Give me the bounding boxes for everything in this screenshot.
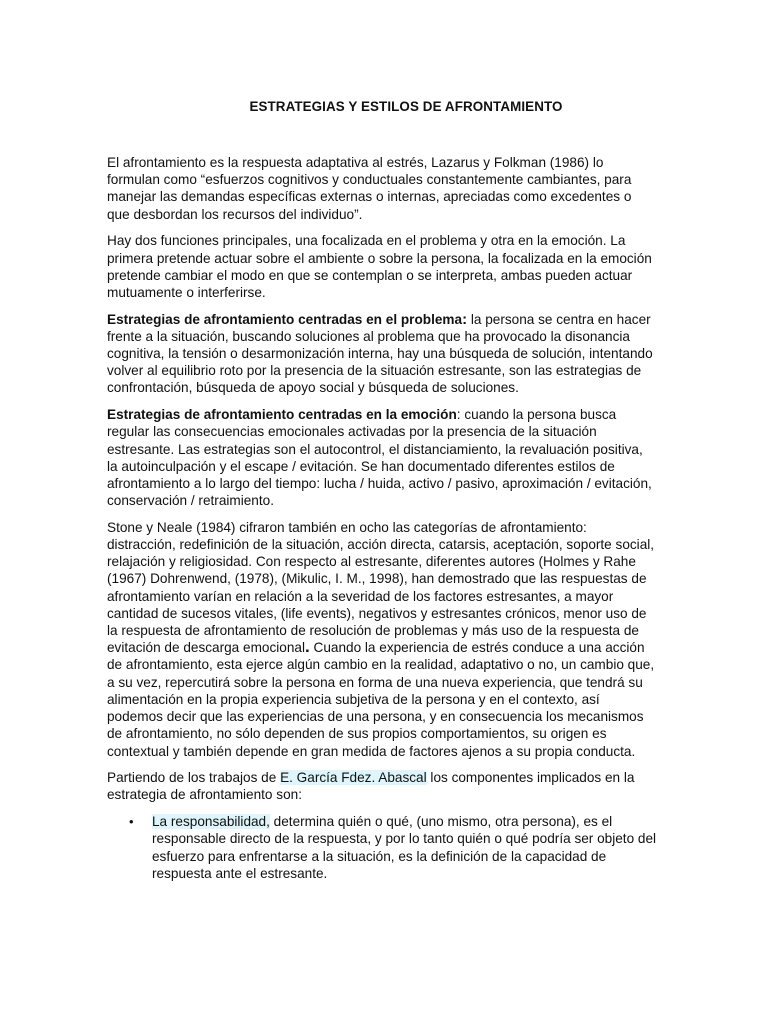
components-text-b: los componentes implicados en la estrategia de afrontamiento son: (107, 770, 635, 803)
stone-neale-text-a: Stone y Neale (1984) cifraron también en ocho las categorías de afrontamiento: distracción, redefinición de la situación, acción directa, catarsis, aceptación, soporte social, relajación y religiosidad. Con respecto al estresante, diferentes autores (Holmes y Rahe (1967) Dohrenwend, (1978), (Mikulic, I. M., 1998), han demostrado que las respuestas de afrontamiento varían en relación a la severidad de los factores estresantes, a mayor cantidad de sucesos vitales, (life events), negativos y estresantes crónicos, menor uso de la respuesta de afrontamiento de resolución de problemas y más uso de la respuesta de evitación de descarga emocional (107, 519, 655, 656)
responsabilidad-link[interactable]: La responsabilidad, (152, 814, 270, 830)
document-title: ESTRATEGIAS Y ESTILOS DE AFRONTAMIENTO (249, 99, 563, 114)
heading-emotion-strategies: Estrategias de afrontamiento centradas en la emoción (107, 407, 457, 423)
paragraph-problem-strategies (107, 311, 657, 397)
components-list (107, 813, 657, 882)
stone-neale-text-b: Cuando la experiencia de estrés conduce a una acción de afrontamiento, esta ejerce algún cambio en la realidad, adaptativo o no, un cambio que, a su vez, repercutirá sobre la persona en forma de una nueva experiencia, que tendrá su alimentación en la propia experiencia subjetiva de la persona y en el contexto, así podemos decir que las experiencias de una persona, y en consecuencia los mecanismos de afrontamiento, no sólo dependen de sus propios comportamientos, su origen es contextual y también depende en gran medida de factores ajenos a su propia conducta. (107, 640, 655, 759)
problem-strategies-text: la persona se centra en hacer frente a la situación, buscando soluciones al problema que ha provocado la disonancia cognitiva, la tensión o desarmonización interna, hay una búsqueda de solución, intentando volver al equilibrio roto por la presencia de la situación estresante, son las estrategias de confrontación, búsqueda de apoyo social y búsqueda de soluciones. (107, 311, 653, 396)
components-text-a: Partiendo de los trabajos de (107, 770, 281, 786)
paragraph-components (107, 769, 657, 803)
paragraph-intro: El afrontamiento es la respuesta adaptativa al estrés, Lazarus y Folkman (1986) lo formulan como “esfuerzos cognitivos y conductuales constantemente cambiantes, para manejar las demandas específicas externas o internas, apreciadas como excedentes o que desbordan los recursos del individuo”. (107, 155, 632, 222)
heading-problem-strategies: Estrategias de afrontamiento centradas en el problema (107, 311, 463, 327)
paragraph-functions: Hay dos funciones principales, una focalizada en el problema y otra en la emoción. La primera pretende actuar sobre el ambiente o sobre la persona, la focalizada en la emoción pretende cambiar el modo en que se contemplan o se interpreta, ambas pueden actuar mutuamente o interferirse. (107, 233, 652, 300)
document-body (107, 154, 657, 882)
bold-period: . (305, 637, 310, 657)
author-link[interactable]: E. García Fdez. Abascal (280, 770, 427, 786)
bullet-icon: • (129, 814, 134, 830)
list-item (107, 813, 657, 882)
responsabilidad-text: determina quién o qué, (uno mismo, otra persona), es el responsable directo de la respuesta, y por lo tanto quién o qué podría ser objeto del esfuerzo para enfrentarse a la situación, es la definición de la capacidad de respuesta ante el estresante. (152, 814, 657, 881)
emotion-strategies-text: : cuando la persona busca regular las consecuencias emocionales activadas por la presencia de la situación estresante. Las estrategias son el autocontrol, el distanciamiento, la revaluación positiva, la autoinculpación y el escape / evitación. Se han documentado diferentes estilos de afrontamiento a lo largo del tiempo: lucha / huida, activo / pasivo, aproximación / evitación, conservación / retraimiento. (107, 407, 652, 509)
heading-colon: : (462, 310, 468, 328)
paragraph-emotion-strategies (107, 406, 657, 509)
paragraph-stone-neale (107, 519, 657, 760)
